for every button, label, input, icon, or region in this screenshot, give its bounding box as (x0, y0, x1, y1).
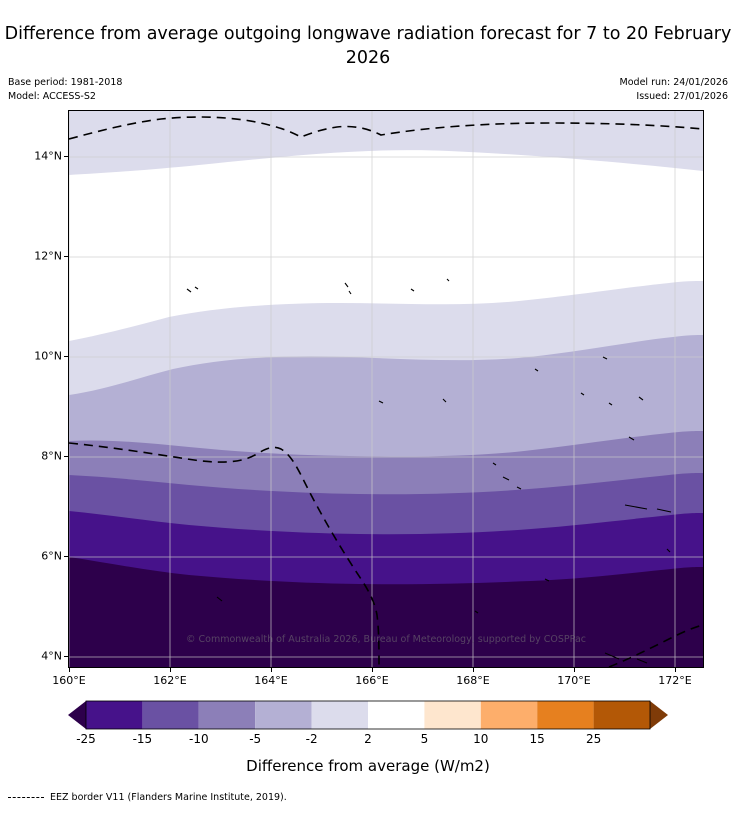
dashed-line-icon (8, 797, 44, 799)
xlabel-160: 160°E (52, 674, 86, 687)
colorbar (68, 700, 668, 746)
model-text: Model: ACCESS-S2 (8, 91, 96, 102)
xtick-160 (69, 668, 70, 672)
xtick-170 (574, 668, 575, 672)
colorbar-tick--10: -10 (188, 732, 209, 746)
colorbar-tick--25: -25 (76, 732, 96, 746)
xtick-166 (372, 668, 373, 672)
olr-anomaly-map (69, 111, 703, 667)
ytick-12 (64, 256, 68, 257)
colorbar-swatches (68, 700, 668, 730)
colorbar-tick-5: 5 (420, 732, 429, 746)
base-period-text: Base period: 1981-2018 (8, 77, 123, 88)
ylabel-8: 8°N (41, 449, 62, 463)
ylabel-10: 10°N (34, 349, 62, 363)
ytick-10 (64, 356, 68, 357)
xlabel-172: 172°E (658, 674, 692, 687)
ylabel-6: 6°N (41, 549, 62, 563)
xlabel-168: 168°E (456, 674, 490, 687)
meta-left (8, 76, 122, 104)
meta-right (620, 76, 728, 104)
colorbar-tick-10: 10 (473, 732, 489, 746)
colorbar-tick-25: 25 (585, 732, 602, 746)
xtick-162 (170, 668, 171, 672)
colorbar-tick--15: -15 (132, 732, 153, 746)
ylabel-14: 14°N (34, 149, 62, 163)
colorbar-tick--5: -5 (249, 732, 262, 746)
map-plot (34, 110, 704, 687)
xlabel-162: 162°E (153, 674, 187, 687)
colorbar-tick--2: -2 (305, 732, 318, 746)
xlabel-166: 166°E (355, 674, 389, 687)
colorbar-right-arrow (650, 701, 668, 729)
copyright-credit: © Commonwealth of Australia 2026, Bureau of Meteorology, supported by COSPPac (185, 634, 587, 645)
model-run-text: Model run: 24/01/2026 (619, 77, 728, 88)
xlabel-164: 164°E (254, 674, 288, 687)
colorbar-left-arrow (68, 701, 86, 729)
xtick-168 (473, 668, 474, 672)
xlabel-170: 170°E (557, 674, 591, 687)
colorbar-tick-15: 15 (529, 732, 545, 746)
eez-footnote-label: EEZ border V11 (Flanders Marine Institute, 2019). (50, 792, 287, 803)
xtick-172 (675, 668, 676, 672)
eez-footnote (8, 792, 287, 803)
ytick-6 (64, 556, 68, 557)
ytick-8 (64, 456, 68, 457)
colorbar-tick-2: 2 (364, 732, 372, 746)
ytick-4 (64, 656, 68, 657)
xtick-164 (271, 668, 272, 672)
map-axes (68, 110, 704, 668)
ylabel-12: 12°N (34, 249, 62, 263)
ytick-14 (64, 156, 68, 157)
page-title: Difference from average outgoing longwave radiation forecast for 7 to 20 February 2026 (4, 24, 732, 68)
ylabel-4: 4°N (41, 649, 62, 663)
colorbar-title: Difference from average (W/m2) (246, 757, 490, 775)
issued-text: Issued: 27/01/2026 (636, 91, 728, 102)
